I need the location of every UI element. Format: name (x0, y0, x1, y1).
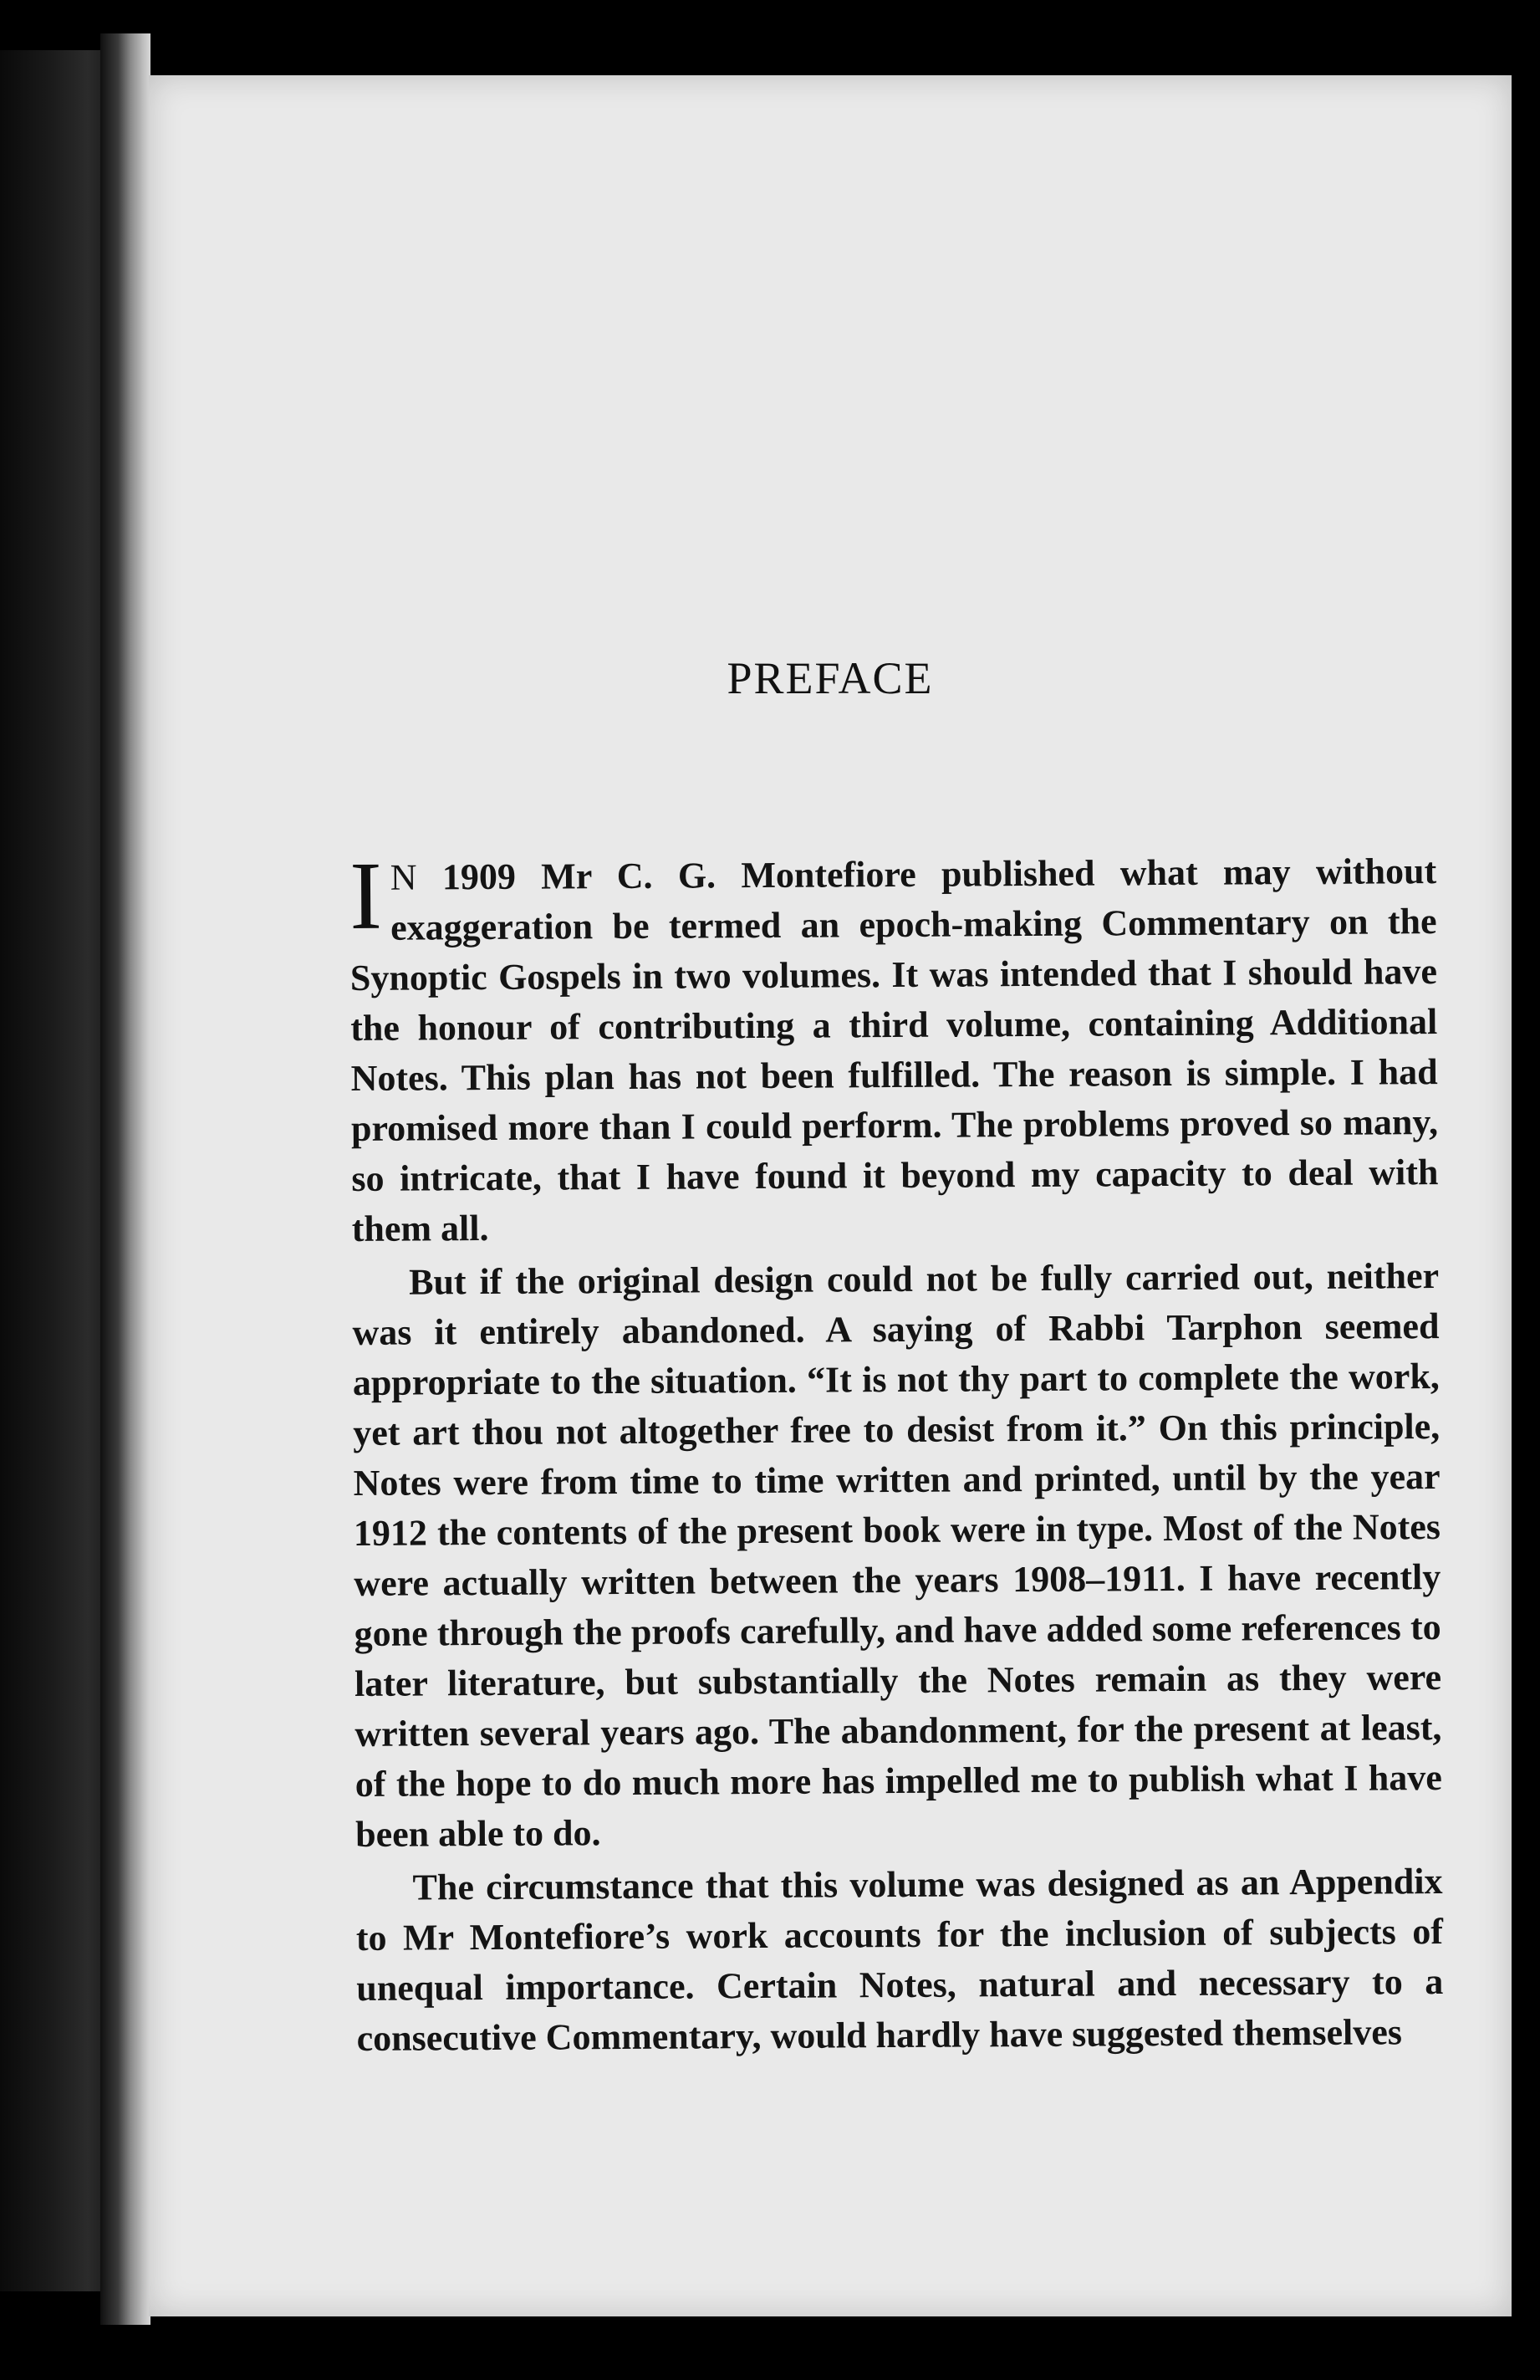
paragraph-1 (349, 842, 1439, 1254)
book-binding-edge (100, 33, 150, 2325)
opening-letter: N (390, 856, 417, 898)
paragraph-2: But if the original design could not be fully carried out, neither was it entirely abandoned. A saying of Rabbi Tarphon seemed appropriate to the situation. “It is not thy part to complete the work, yet art thou not altogether free to desist from it.” On this principle, Notes were from time to time written and printed, until by the year 1912 the contents of the present book were in type. Most of the Notes were actually written between the years 1908–1911. I have recently gone through the proofs carefully, and have added some references to later literature, but substantially the Notes remain as they were written several years ago. The abandonment, for the present at least, of the hope to do much more has impelled me to publish what I have been able to do. (352, 1255, 1442, 1855)
paragraph-3: The circumstance that this volume was designed as an Appendix to Mr Montefiore’s work accounts for the inclusion of subjects of unequal importance. Certain Notes, natural and necessary to a consecutive Commentary, would hardly have suggested themselves (355, 1861, 1444, 2059)
drop-cap-letter: I (349, 842, 383, 950)
preface-text (349, 842, 1444, 2064)
page-title: PREFACE (727, 653, 934, 703)
book-page (149, 75, 1512, 2316)
paragraph-1-text: 1909 Mr C. G. Montefiore published what may without exaggeration be termed an epoch-making Commentary on the Synoptic Gospels in two volumes. It was intended that I should have the honour of contributing a third volume, containing Additional Notes. This plan has not been fulfilled. The reason is simple. I had promised more than I could perform. The problems proved so many, so intricate, that I have found it beyond my capacity to deal with them all. (349, 850, 1439, 1249)
